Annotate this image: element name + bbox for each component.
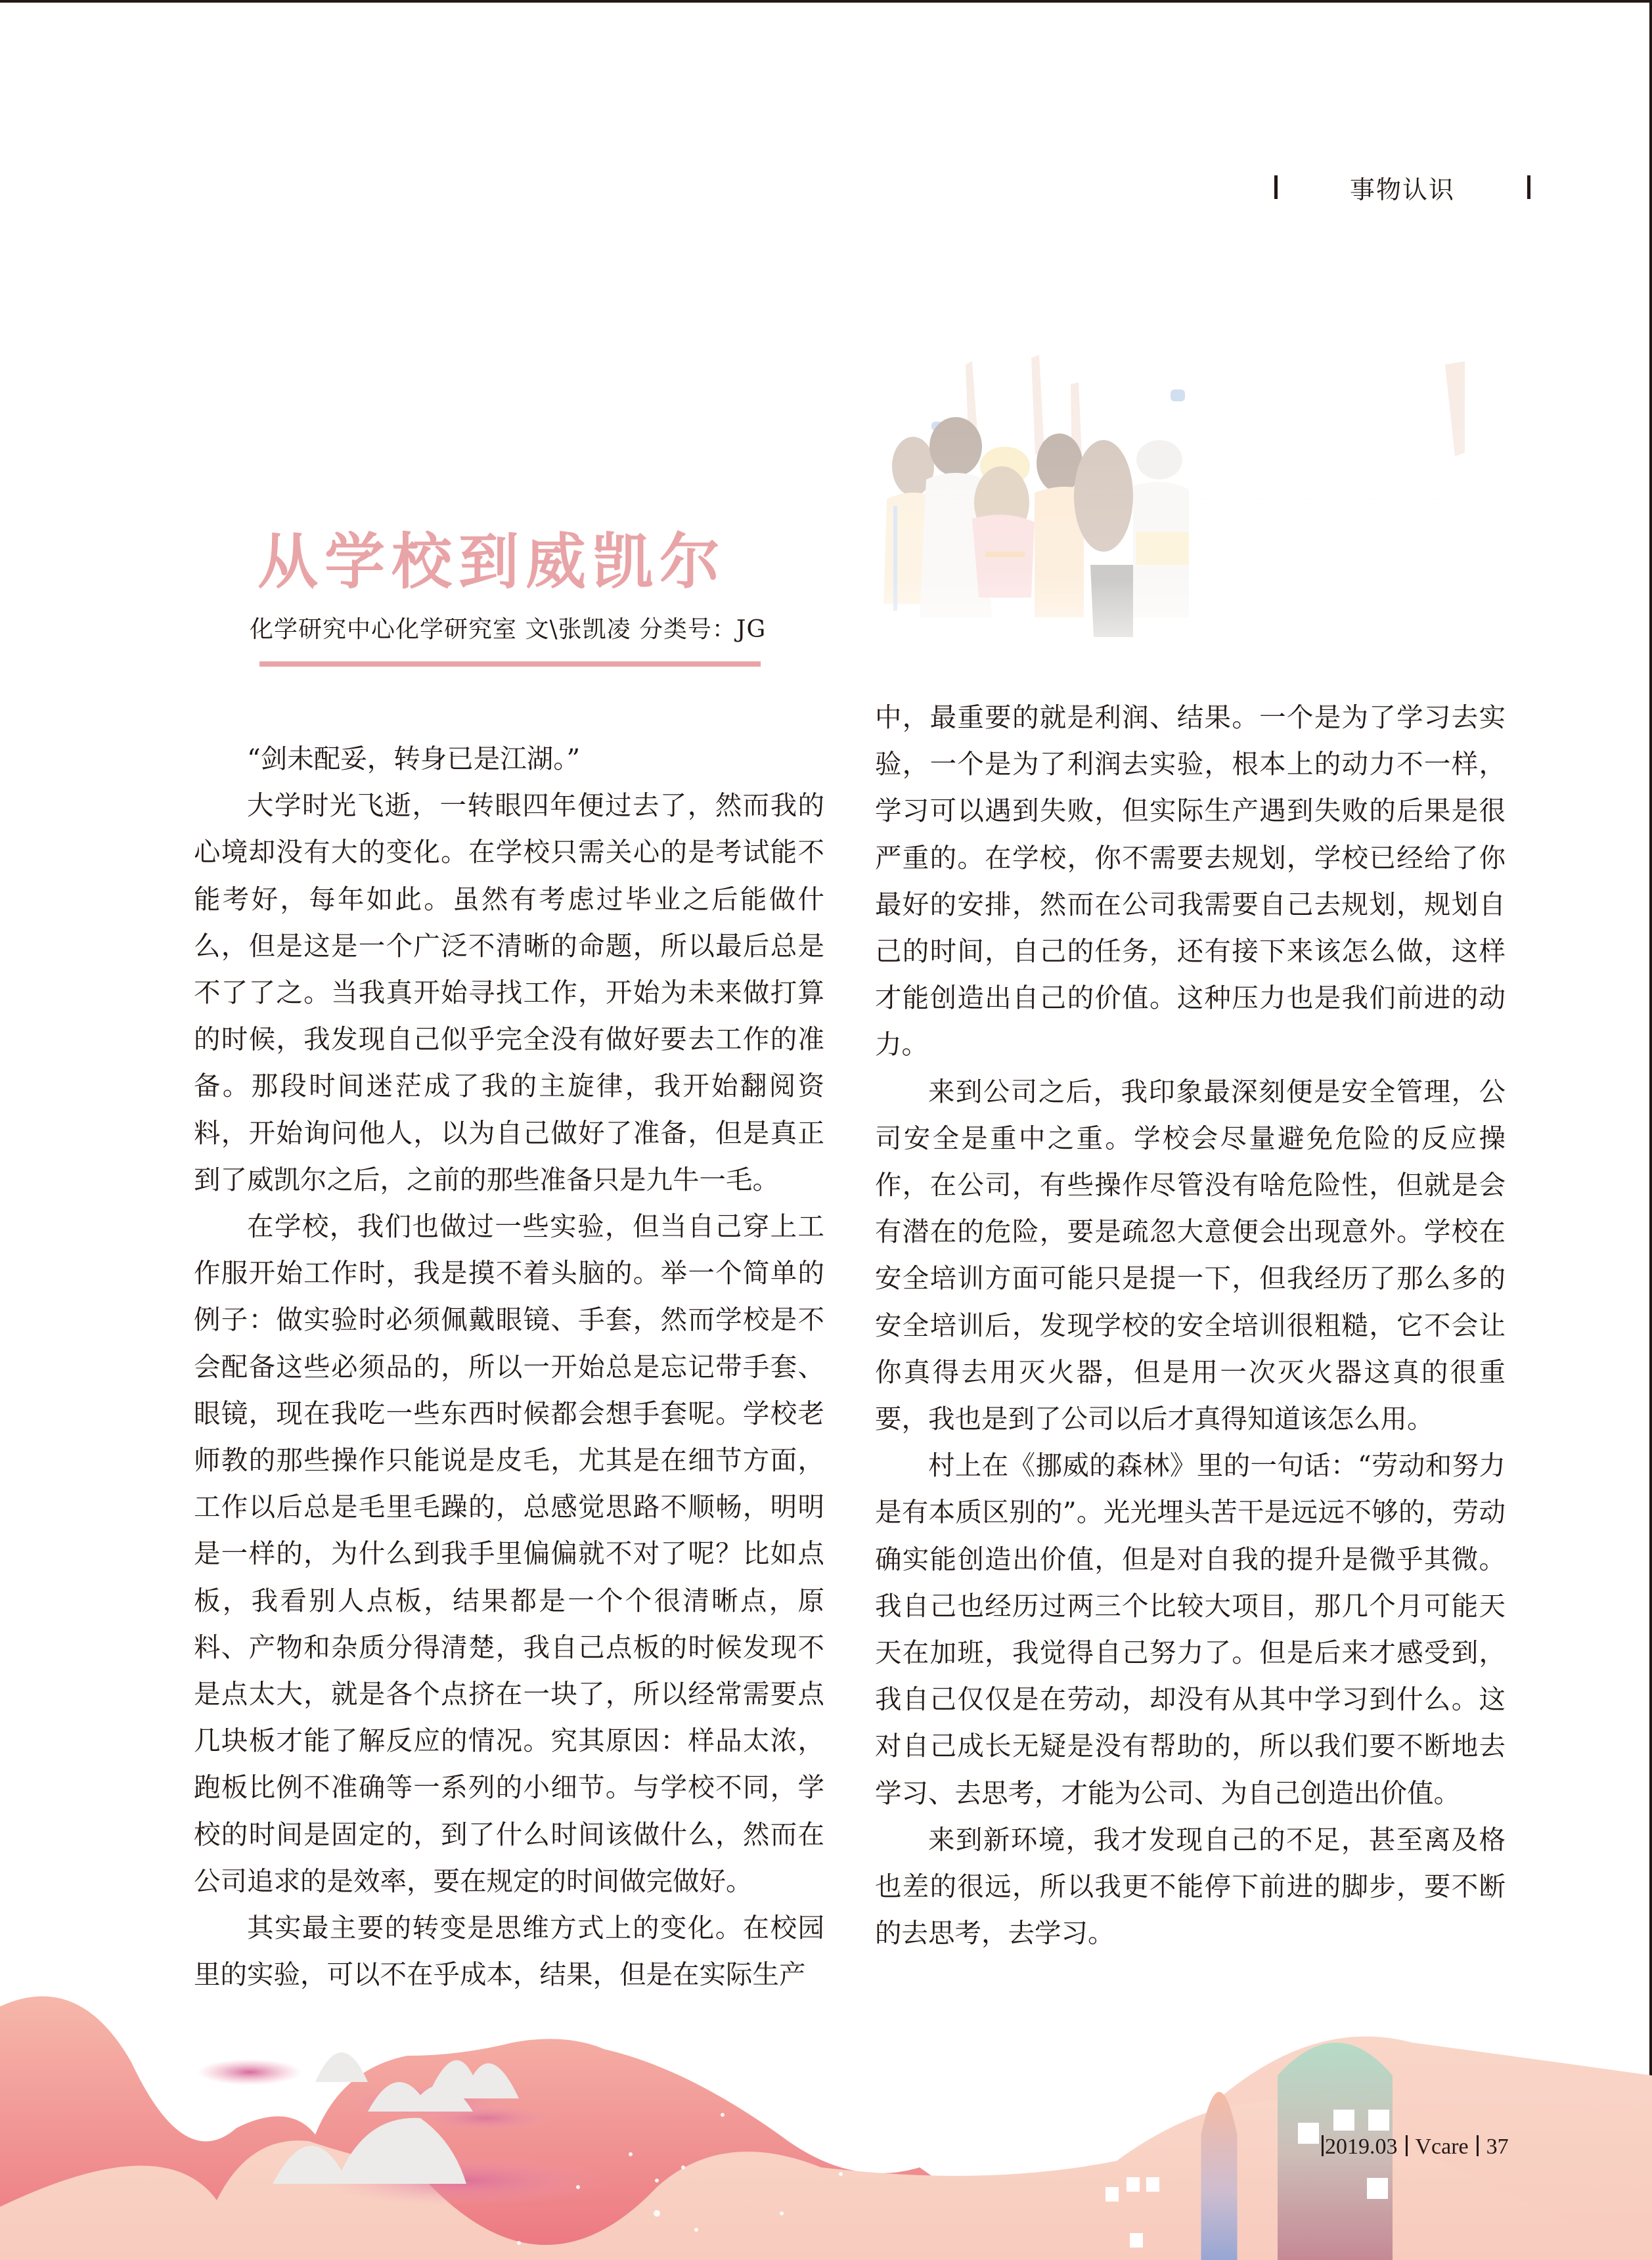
article-title: 从学校到威凯尔	[257, 527, 727, 597]
page-border	[0, 0, 1652, 3]
divider-bar	[1477, 2135, 1479, 2156]
students-cheering-illustration	[874, 342, 1465, 683]
article-column-left	[194, 736, 824, 1998]
paragraph: 其实最主要的转变是思维方式上的变化。在校园里的实验，可以不在乎成本，结果，但是在实际生产	[194, 1912, 824, 1991]
section-label: 事物认识	[1349, 175, 1455, 204]
paragraph: 大学时光飞逝，一转眼四年便过去了，然而我的心境却没有大的变化。在学校只需关心的是考试能不能考好，每年如此。虽然有考虑过毕业之后能做什么，但是这是一个广泛不清晰的命题，所以最后总是不了了之。当我真开始寻找工作，开始为未来做打算的时候，我发现自己似乎完全没有做好要去工作的准备。那段时间迷茫成了我的主旋律，我开始翻阅资料，开始询问他人，以为自己做好了准备，但是真正到了威凯尔之后，之前的那些准备只是九牛一毛。	[194, 789, 824, 1195]
article-byline: 化学研究中心化学研究室 文\张凯凌 分类号：JG	[250, 616, 767, 643]
section-header	[1274, 167, 1530, 207]
page-number: 37	[1486, 2135, 1509, 2159]
epigraph: “剑未配妥，转身已是江湖。”	[247, 743, 581, 774]
page-border	[1649, 0, 1652, 2260]
paragraph: 在学校，我们也做过一些实验，但当自己穿上工作服开始工作时，我是摸不着头脑的。举一个简单的例子：做实验时必须佩戴眼镜、手套，然而学校是不会配备这些必须品的，所以一开始总是忘记带手套、眼镜，现在我吃一些东西时候都会想手套呢。学校老师教的那些操作只能说是皮毛，尤其是在细节方面，工作以后总是毛里毛躁的，总感觉思路不顺畅，明明是一样的，为什么到我手里偏偏就不对了呢？比如点板，我看别人点板，结果都是一个个很清晰点，原料、产物和杂质分得清楚，我自己点板的时候发现不是点太大，就是各个点挤在一块了，所以经常需要点几块板才能了解反应的情况。究其原因：样品太浓，跑板比例不准确等一系列的小细节。与学校不同，学校的时间是固定的，到了什么时间该做什么，然而在公司追求的是效率，要在规定的时间做完做好。	[194, 1210, 824, 1897]
divider-bar	[1406, 2135, 1408, 2156]
issue-date: 2019.03	[1325, 2135, 1398, 2159]
title-underline	[259, 661, 761, 667]
magazine-name: Vcare	[1415, 2135, 1469, 2159]
divider-bar	[1527, 175, 1530, 199]
paragraph: 村上在《挪威的森林》里的一句话：“劳动和努力是有本质区别的”。光光埋头苦干是远远不够的，劳动确实能创造出价值，但是对自我的提升是微乎其微。我自己也经历过两三个比较大项目，那几个月可能天天在加班，我觉得自己努力了。但是后来才感受到，我自己仅仅是在劳动，却没有从其中学习到什么。这对自己成长无疑是没有帮助的，所以我们要不断地去学习、去思考，才能为公司、为自己创造出价值。	[875, 1450, 1506, 1809]
paragraph: 中，最重要的就是利润、结果。一个是为了学习去实验，一个是为了利润去实验，根本上的动力不一样，学习可以遇到失败，但实际生产遇到失败的后果是很严重的。在学校，你不需要去规划，学校已经给了你最好的安排，然而在公司我需要自己去规划，规划自己的时间，自己的任务，还有接下来该怎么做，这样才能创造出自己的价值。这种压力也是我们前进的动力。	[875, 701, 1506, 1061]
article-column-right	[875, 694, 1506, 1957]
page-footer	[1322, 2135, 1509, 2160]
divider-bar	[1322, 2135, 1324, 2156]
paragraph: 来到公司之后，我印象最深刻便是安全管理，公司安全是重中之重。学校会尽量避免危险的反应操作，在公司，有些操作尽管没有啥危险性，但就是会有潜在的危险，要是疏忽大意便会出现意外。学校在安全培训方面可能只是提一下，但我经历了那么多的安全培训后，发现学校的安全培训很粗糙，它不会让你真得去用灭火器，但是用一次灭火器这真的很重要，我也是到了公司以后才真得知道该怎么用。	[875, 1075, 1506, 1435]
paragraph: 来到新环境，我才发现自己的不足，甚至离及格也差的很远，所以我更不能停下前进的脚步，要不断的去思考，去学习。	[875, 1823, 1506, 1949]
pink-mountains-and-houses-illustration	[0, 1970, 1652, 2260]
divider-bar	[1274, 175, 1278, 199]
